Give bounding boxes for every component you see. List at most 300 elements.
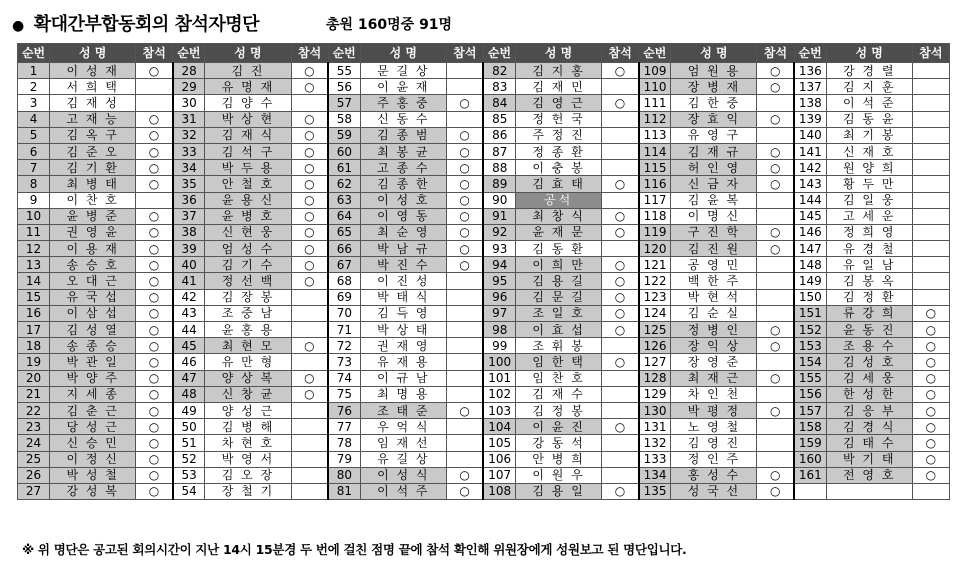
seq-number-cell: 7 bbox=[18, 160, 50, 176]
seq-number-cell: 75 bbox=[328, 386, 360, 402]
member-name-cell: 박 현 석 bbox=[671, 289, 757, 305]
attendance-mark-cell bbox=[446, 435, 483, 451]
attendance-mark-cell: ○ bbox=[757, 224, 794, 240]
seq-number-cell: 97 bbox=[483, 305, 515, 321]
seq-number-cell: 101 bbox=[483, 370, 515, 386]
seq-number-cell: 124 bbox=[639, 305, 671, 321]
attendance-mark-cell: ○ bbox=[757, 111, 794, 127]
member-name-cell: 이 원 우 bbox=[516, 467, 602, 483]
col-header-number: 순번 bbox=[173, 44, 205, 63]
member-name-cell: 고 종 수 bbox=[360, 160, 446, 176]
member-name-cell: 유 국 섭 bbox=[50, 289, 136, 305]
attendance-mark-cell bbox=[136, 79, 173, 95]
table-row bbox=[18, 483, 950, 499]
member-name-cell: 송 승 호 bbox=[50, 257, 136, 273]
attendance-mark-cell bbox=[912, 192, 949, 208]
member-name-cell: 엄 성 수 bbox=[205, 241, 291, 257]
seq-number-cell: 67 bbox=[328, 257, 360, 273]
table-row bbox=[18, 322, 950, 338]
member-name-cell: 김 정 환 bbox=[826, 289, 912, 305]
attendance-mark-cell bbox=[912, 176, 949, 192]
seq-number-cell: 120 bbox=[639, 241, 671, 257]
seq-number-cell: 149 bbox=[794, 273, 826, 289]
member-name-cell: 정 선 백 bbox=[205, 273, 291, 289]
member-name-cell: 박 기 태 bbox=[826, 451, 912, 467]
member-name-cell: 이 정 신 bbox=[50, 451, 136, 467]
attendance-summary: 총원 160명중 91명 bbox=[326, 17, 453, 33]
member-name-cell: 윤 홍 용 bbox=[205, 322, 291, 338]
col-header-attendance: 참석 bbox=[291, 44, 328, 63]
member-name-cell: 장 영 준 bbox=[671, 354, 757, 370]
member-name-cell: 박 태 식 bbox=[360, 289, 446, 305]
member-name-cell: 이 충 봉 bbox=[516, 160, 602, 176]
seq-number-cell: 111 bbox=[639, 95, 671, 111]
member-name-cell: 권 영 윤 bbox=[50, 224, 136, 240]
member-name-cell: 김 문 길 bbox=[516, 289, 602, 305]
attendance-mark-cell: ○ bbox=[136, 370, 173, 386]
seq-number-cell: 38 bbox=[173, 224, 205, 240]
attendance-mark-cell: ○ bbox=[136, 63, 173, 79]
attendance-mark-cell: ○ bbox=[136, 305, 173, 321]
attendance-mark-cell: ○ bbox=[136, 354, 173, 370]
attendance-mark-cell bbox=[912, 127, 949, 143]
seq-number-cell: 63 bbox=[328, 192, 360, 208]
seq-number-cell: 90 bbox=[483, 192, 515, 208]
attendance-mark-cell: ○ bbox=[291, 127, 328, 143]
member-name-cell: 최 병 태 bbox=[50, 176, 136, 192]
member-name-cell: 김 효 태 bbox=[516, 176, 602, 192]
member-name-cell: 이 윤 진 bbox=[516, 419, 602, 435]
attendance-mark-cell: ○ bbox=[291, 257, 328, 273]
attendance-mark-cell bbox=[757, 257, 794, 273]
attendance-mark-cell: ○ bbox=[136, 289, 173, 305]
seq-number-cell: 121 bbox=[639, 257, 671, 273]
member-name-cell: 김 태 수 bbox=[826, 435, 912, 451]
attendance-mark-cell bbox=[291, 322, 328, 338]
attendance-mark-cell bbox=[446, 338, 483, 354]
attendance-mark-cell: ○ bbox=[136, 160, 173, 176]
seq-number-cell: 145 bbox=[794, 208, 826, 224]
attendance-mark-cell bbox=[291, 483, 328, 499]
seq-number-cell: 138 bbox=[794, 95, 826, 111]
member-name-cell: 박 두 용 bbox=[205, 160, 291, 176]
table-row bbox=[18, 143, 950, 159]
seq-number-cell: 132 bbox=[639, 435, 671, 451]
attendance-mark-cell bbox=[757, 451, 794, 467]
attendance-mark-cell: ○ bbox=[602, 354, 639, 370]
seq-number-cell: 16 bbox=[18, 305, 50, 321]
attendance-mark-cell: ○ bbox=[291, 176, 328, 192]
attendance-mark-cell bbox=[291, 402, 328, 418]
attendance-mark-cell: ○ bbox=[291, 224, 328, 240]
attendance-mark-cell bbox=[602, 160, 639, 176]
seq-number-cell: 143 bbox=[794, 176, 826, 192]
seq-number-cell: 70 bbox=[328, 305, 360, 321]
attendance-mark-cell: ○ bbox=[446, 127, 483, 143]
member-name-cell: 김 옥 구 bbox=[50, 127, 136, 143]
seq-number-cell: 85 bbox=[483, 111, 515, 127]
table-row bbox=[18, 79, 950, 95]
member-name-cell: 김 득 영 bbox=[360, 305, 446, 321]
member-name-cell: 권 재 영 bbox=[360, 338, 446, 354]
seq-number-cell: 142 bbox=[794, 160, 826, 176]
seq-number-cell: 125 bbox=[639, 322, 671, 338]
attendance-mark-cell bbox=[912, 79, 949, 95]
seq-number-cell: 122 bbox=[639, 273, 671, 289]
table-row bbox=[18, 435, 950, 451]
seq-number-cell: 58 bbox=[328, 111, 360, 127]
member-name-cell: 김 기 수 bbox=[205, 257, 291, 273]
page-title bbox=[12, 10, 259, 36]
member-name-cell: 조 중 남 bbox=[205, 305, 291, 321]
attendance-mark-cell: ○ bbox=[757, 160, 794, 176]
table-row bbox=[18, 386, 950, 402]
member-name-cell: 이 윤 재 bbox=[360, 79, 446, 95]
attendance-mark-cell: ○ bbox=[446, 192, 483, 208]
member-name-cell: 박 관 일 bbox=[50, 354, 136, 370]
col-header-number: 순번 bbox=[18, 44, 50, 63]
seq-number-cell: 27 bbox=[18, 483, 50, 499]
attendance-mark-cell bbox=[757, 305, 794, 321]
attendance-mark-cell bbox=[446, 79, 483, 95]
seq-number-cell: 155 bbox=[794, 370, 826, 386]
attendance-mark-cell: ○ bbox=[291, 273, 328, 289]
seq-number-cell: 25 bbox=[18, 451, 50, 467]
table-row bbox=[18, 176, 950, 192]
seq-number-cell: 15 bbox=[18, 289, 50, 305]
seq-number-cell: 4 bbox=[18, 111, 50, 127]
attendance-mark-cell: ○ bbox=[602, 176, 639, 192]
member-name-cell: 정 헌 국 bbox=[516, 111, 602, 127]
attendance-mark-cell: ○ bbox=[757, 63, 794, 79]
seq-number-cell: 157 bbox=[794, 402, 826, 418]
attendance-mark-cell: ○ bbox=[446, 467, 483, 483]
member-name-cell: 김 지 훈 bbox=[826, 79, 912, 95]
member-name-cell: 이 규 남 bbox=[360, 370, 446, 386]
seq-number-cell: 76 bbox=[328, 402, 360, 418]
attendance-mark-cell bbox=[291, 305, 328, 321]
attendance-mark-cell bbox=[757, 127, 794, 143]
seq-number-cell: 136 bbox=[794, 63, 826, 79]
member-name-cell: 이 삼 섭 bbox=[50, 305, 136, 321]
attendance-mark-cell: ○ bbox=[757, 322, 794, 338]
attendance-mark-cell: ○ bbox=[136, 257, 173, 273]
member-name-cell: 김 순 실 bbox=[671, 305, 757, 321]
member-name-cell: 김 용 길 bbox=[516, 273, 602, 289]
attendance-mark-cell bbox=[912, 224, 949, 240]
seq-number-cell: 152 bbox=[794, 322, 826, 338]
member-name-cell: 김 성 호 bbox=[826, 354, 912, 370]
table-row bbox=[18, 192, 950, 208]
member-name-cell: 김 지 홍 bbox=[516, 63, 602, 79]
seq-number-cell: 134 bbox=[639, 467, 671, 483]
attendance-mark-cell bbox=[912, 208, 949, 224]
member-name-cell: 김 영 근 bbox=[516, 95, 602, 111]
member-name-cell: 노 영 철 bbox=[671, 419, 757, 435]
seq-number-cell: 34 bbox=[173, 160, 205, 176]
attendance-mark-cell: ○ bbox=[291, 208, 328, 224]
seq-number-cell: 148 bbox=[794, 257, 826, 273]
seq-number-cell: 158 bbox=[794, 419, 826, 435]
attendance-mark-cell: ○ bbox=[291, 241, 328, 257]
seq-number-cell: 73 bbox=[328, 354, 360, 370]
member-name-cell: 양 성 근 bbox=[205, 402, 291, 418]
table-row bbox=[18, 111, 950, 127]
col-header-number: 순번 bbox=[328, 44, 360, 63]
member-name-cell: 이 진 성 bbox=[360, 273, 446, 289]
attendance-mark-cell: ○ bbox=[602, 224, 639, 240]
member-name-cell: 이 성 호 bbox=[360, 192, 446, 208]
attendance-mark-cell bbox=[446, 273, 483, 289]
member-name-cell: 최 창 식 bbox=[516, 208, 602, 224]
table-row bbox=[18, 257, 950, 273]
seq-number-cell: 137 bbox=[794, 79, 826, 95]
table-row bbox=[18, 338, 950, 354]
seq-number-cell: 35 bbox=[173, 176, 205, 192]
seq-number-cell: 119 bbox=[639, 224, 671, 240]
member-name-cell: 안 철 호 bbox=[205, 176, 291, 192]
attendance-mark-cell bbox=[602, 467, 639, 483]
member-name-cell: 김 성 열 bbox=[50, 322, 136, 338]
attendance-mark-cell: ○ bbox=[602, 305, 639, 321]
seq-number-cell: 89 bbox=[483, 176, 515, 192]
member-name-cell: 고 세 운 bbox=[826, 208, 912, 224]
seq-number-cell: 36 bbox=[173, 192, 205, 208]
member-name-cell bbox=[826, 483, 912, 499]
attendance-mark-cell: ○ bbox=[291, 63, 328, 79]
seq-number-cell: 105 bbox=[483, 435, 515, 451]
seq-number-cell: 112 bbox=[639, 111, 671, 127]
seq-number-cell: 115 bbox=[639, 160, 671, 176]
col-header-attendance: 참석 bbox=[912, 44, 949, 63]
seq-number-cell: 37 bbox=[173, 208, 205, 224]
seq-number-cell: 32 bbox=[173, 127, 205, 143]
attendance-mark-cell bbox=[446, 322, 483, 338]
seq-number-cell: 127 bbox=[639, 354, 671, 370]
attendance-mark-cell bbox=[136, 95, 173, 111]
member-name-cell: 조 용 수 bbox=[826, 338, 912, 354]
attendance-mark-cell bbox=[446, 305, 483, 321]
member-name-cell: 김 종 한 bbox=[360, 176, 446, 192]
attendance-mark-cell: ○ bbox=[291, 111, 328, 127]
member-name-cell: 정 종 환 bbox=[516, 143, 602, 159]
seq-number-cell: 69 bbox=[328, 289, 360, 305]
table-row bbox=[18, 354, 950, 370]
attendance-mark-cell: ○ bbox=[912, 305, 949, 321]
member-name-cell: 김 준 오 bbox=[50, 143, 136, 159]
member-name-cell: 김 진 원 bbox=[671, 241, 757, 257]
col-header-name: 성 명 bbox=[205, 44, 291, 63]
attendance-mark-cell: ○ bbox=[602, 289, 639, 305]
seq-number-cell: 18 bbox=[18, 338, 50, 354]
member-name-cell: 임 재 선 bbox=[360, 435, 446, 451]
attendance-table bbox=[17, 43, 950, 500]
attendance-mark-cell: ○ bbox=[602, 483, 639, 499]
attendance-mark-cell bbox=[757, 273, 794, 289]
seq-number-cell: 3 bbox=[18, 95, 50, 111]
attendance-mark-cell: ○ bbox=[757, 402, 794, 418]
member-name-cell: 조 일 호 bbox=[516, 305, 602, 321]
seq-number-cell: 19 bbox=[18, 354, 50, 370]
seq-number-cell: 126 bbox=[639, 338, 671, 354]
seq-number-cell: 96 bbox=[483, 289, 515, 305]
attendance-mark-cell bbox=[291, 289, 328, 305]
table-row bbox=[18, 451, 950, 467]
attendance-mark-cell: ○ bbox=[136, 419, 173, 435]
member-name-cell: 조 태 준 bbox=[360, 402, 446, 418]
seq-number-cell: 100 bbox=[483, 354, 515, 370]
member-name-cell: 이 명 신 bbox=[671, 208, 757, 224]
attendance-mark-cell: ○ bbox=[602, 257, 639, 273]
member-name-cell: 전 영 호 bbox=[826, 467, 912, 483]
attendance-mark-cell bbox=[757, 208, 794, 224]
member-name-cell: 김 동 환 bbox=[516, 241, 602, 257]
attendance-mark-cell bbox=[291, 451, 328, 467]
attendance-mark-cell: ○ bbox=[446, 483, 483, 499]
attendance-mark-cell bbox=[602, 370, 639, 386]
member-name-cell: 강 경 렬 bbox=[826, 63, 912, 79]
member-name-cell: 김 용 일 bbox=[516, 483, 602, 499]
attendance-mark-cell: ○ bbox=[291, 160, 328, 176]
seq-number-cell: 33 bbox=[173, 143, 205, 159]
seq-number-cell: 60 bbox=[328, 143, 360, 159]
member-name-cell: 윤 재 문 bbox=[516, 224, 602, 240]
member-name-cell: 김 동 윤 bbox=[826, 111, 912, 127]
seq-number-cell: 54 bbox=[173, 483, 205, 499]
attendance-mark-cell: ○ bbox=[136, 338, 173, 354]
attendance-mark-cell bbox=[291, 435, 328, 451]
member-name-cell: 장 효 익 bbox=[671, 111, 757, 127]
attendance-mark-cell: ○ bbox=[136, 224, 173, 240]
member-name-cell: 정 병 인 bbox=[671, 322, 757, 338]
seq-number-cell: 31 bbox=[173, 111, 205, 127]
member-name-cell: 장 철 기 bbox=[205, 483, 291, 499]
seq-number-cell: 10 bbox=[18, 208, 50, 224]
seq-number-cell: 131 bbox=[639, 419, 671, 435]
seq-number-cell: 86 bbox=[483, 127, 515, 143]
member-name-cell: 유 만 형 bbox=[205, 354, 291, 370]
seq-number-cell: 65 bbox=[328, 224, 360, 240]
seq-number-cell: 123 bbox=[639, 289, 671, 305]
member-name-cell: 조 휘 봉 bbox=[516, 338, 602, 354]
member-name-cell: 김 종 범 bbox=[360, 127, 446, 143]
seq-number-cell: 117 bbox=[639, 192, 671, 208]
member-name-cell: 이 용 재 bbox=[50, 241, 136, 257]
seq-number-cell: 87 bbox=[483, 143, 515, 159]
member-name-cell: 이 영 동 bbox=[360, 208, 446, 224]
attendance-mark-cell: ○ bbox=[136, 322, 173, 338]
attendance-mark-cell bbox=[757, 435, 794, 451]
seq-number-cell: 72 bbox=[328, 338, 360, 354]
seq-number-cell: 103 bbox=[483, 402, 515, 418]
attendance-mark-cell: ○ bbox=[757, 467, 794, 483]
member-name-cell: 김 재 민 bbox=[516, 79, 602, 95]
member-name-cell: 구 진 학 bbox=[671, 224, 757, 240]
member-name-cell: 김 석 구 bbox=[205, 143, 291, 159]
member-name-cell: 정 인 주 bbox=[671, 451, 757, 467]
member-name-cell: 차 인 천 bbox=[671, 386, 757, 402]
attendance-mark-cell bbox=[912, 160, 949, 176]
member-name-cell: 장 병 재 bbox=[671, 79, 757, 95]
attendance-mark-cell: ○ bbox=[136, 273, 173, 289]
member-name-cell: 유 경 철 bbox=[826, 241, 912, 257]
attendance-mark-cell: ○ bbox=[912, 338, 949, 354]
member-name-cell: 송 종 승 bbox=[50, 338, 136, 354]
attendance-mark-cell: ○ bbox=[757, 483, 794, 499]
seq-number-cell: 83 bbox=[483, 79, 515, 95]
attendance-mark-cell: ○ bbox=[446, 224, 483, 240]
member-name-cell: 윤 병 호 bbox=[205, 208, 291, 224]
attendance-mark-cell bbox=[912, 111, 949, 127]
member-name-cell: 박 평 정 bbox=[671, 402, 757, 418]
seq-number-cell: 106 bbox=[483, 451, 515, 467]
member-name-cell: 김 재 규 bbox=[671, 143, 757, 159]
attendance-mark-cell bbox=[446, 63, 483, 79]
seq-number-cell: 161 bbox=[794, 467, 826, 483]
seq-number-cell: 14 bbox=[18, 273, 50, 289]
member-name-cell: 고 재 능 bbox=[50, 111, 136, 127]
attendance-mark-cell: ○ bbox=[757, 143, 794, 159]
attendance-mark-cell bbox=[602, 386, 639, 402]
member-name-cell: 임 찬 호 bbox=[516, 370, 602, 386]
seq-number-cell: 146 bbox=[794, 224, 826, 240]
member-name-cell: 신 금 자 bbox=[671, 176, 757, 192]
member-name-cell: 정 희 영 bbox=[826, 224, 912, 240]
member-name-cell: 김 재 수 bbox=[516, 386, 602, 402]
attendance-mark-cell: ○ bbox=[136, 451, 173, 467]
attendance-mark-cell bbox=[602, 338, 639, 354]
table-row bbox=[18, 370, 950, 386]
member-name-cell: 유 길 상 bbox=[360, 451, 446, 467]
table-row bbox=[18, 224, 950, 240]
table-row bbox=[18, 402, 950, 418]
seq-number-cell: 147 bbox=[794, 241, 826, 257]
member-name-cell: 박 진 수 bbox=[360, 257, 446, 273]
attendance-mark-cell bbox=[757, 419, 794, 435]
seq-number-cell: 21 bbox=[18, 386, 50, 402]
seq-number-cell: 41 bbox=[173, 273, 205, 289]
seq-number-cell: 114 bbox=[639, 143, 671, 159]
attendance-mark-cell bbox=[291, 95, 328, 111]
attendance-mark-cell: ○ bbox=[136, 241, 173, 257]
seq-number-cell: 11 bbox=[18, 224, 50, 240]
seq-number-cell: 61 bbox=[328, 160, 360, 176]
seq-number-cell: 47 bbox=[173, 370, 205, 386]
member-name-cell: 주 홍 중 bbox=[360, 95, 446, 111]
member-name-cell: 김 장 봉 bbox=[205, 289, 291, 305]
attendance-mark-cell: ○ bbox=[602, 95, 639, 111]
member-name-cell: 강 성 복 bbox=[50, 483, 136, 499]
seq-number-cell: 144 bbox=[794, 192, 826, 208]
member-name-cell: 신 재 호 bbox=[826, 143, 912, 159]
seq-number-cell: 30 bbox=[173, 95, 205, 111]
seq-number-cell: 68 bbox=[328, 273, 360, 289]
seq-number-cell: 92 bbox=[483, 224, 515, 240]
attendance-mark-cell bbox=[912, 63, 949, 79]
seq-number-cell: 133 bbox=[639, 451, 671, 467]
seq-number-cell: 78 bbox=[328, 435, 360, 451]
seq-number-cell: 45 bbox=[173, 338, 205, 354]
member-name-cell: 신 동 수 bbox=[360, 111, 446, 127]
seq-number-cell: 55 bbox=[328, 63, 360, 79]
member-name-cell: 주 정 진 bbox=[516, 127, 602, 143]
member-name-cell: 김 기 환 bbox=[50, 160, 136, 176]
member-name-cell: 백 한 주 bbox=[671, 273, 757, 289]
member-name-cell: 이 석 주 bbox=[360, 483, 446, 499]
attendance-mark-cell: ○ bbox=[446, 95, 483, 111]
seq-number-cell: 82 bbox=[483, 63, 515, 79]
member-name-cell: 당 성 근 bbox=[50, 419, 136, 435]
